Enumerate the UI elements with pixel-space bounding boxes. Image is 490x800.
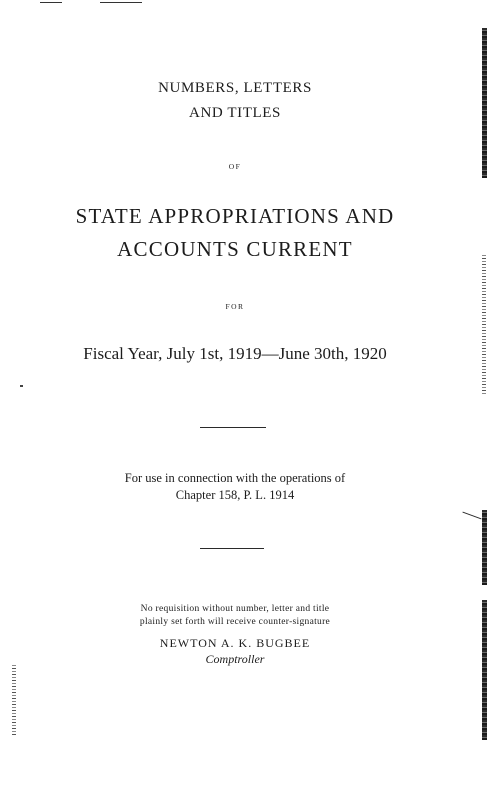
scan-edge-mark: [482, 600, 487, 740]
main-title-line-1: STATE APPROPRIATIONS AND: [75, 204, 395, 228]
fiscal-year-line: Fiscal Year, July 1st, 1919—June 30th, 1920: [83, 344, 387, 363]
notice-line-2: plainly set forth will receive counter-signature: [139, 617, 331, 627]
scan-edge-mark: [482, 28, 487, 178]
connector-for: FOR: [225, 302, 245, 311]
scan-edge-mark: [482, 510, 487, 585]
heading-line-2: AND TITLES: [189, 105, 281, 121]
scan-edge-tick: [462, 512, 481, 520]
scan-edge-mark: [12, 665, 16, 735]
main-title-line-2: ACCOUNTS CURRENT: [117, 237, 353, 261]
usage-line-1: For use in connection with the operations of: [124, 471, 346, 485]
usage-line-2: Chapter 158, P. L. 1914: [175, 488, 295, 502]
notice-line-1: No requisition without number, letter and title: [140, 604, 330, 614]
scan-speck: [20, 385, 23, 387]
divider-rule-2: [200, 548, 264, 549]
top-edge-rule: [100, 2, 142, 3]
signatory-name: NEWTON A. K. BUGBEE: [159, 636, 311, 650]
divider-rule-1: [200, 427, 266, 428]
heading-line-1: NUMBERS, LETTERS: [158, 80, 312, 96]
top-edge-rule: [40, 2, 62, 3]
signatory-title: Comptroller: [205, 652, 265, 666]
connector-of: OF: [228, 162, 242, 171]
scan-edge-mark: [482, 255, 486, 395]
